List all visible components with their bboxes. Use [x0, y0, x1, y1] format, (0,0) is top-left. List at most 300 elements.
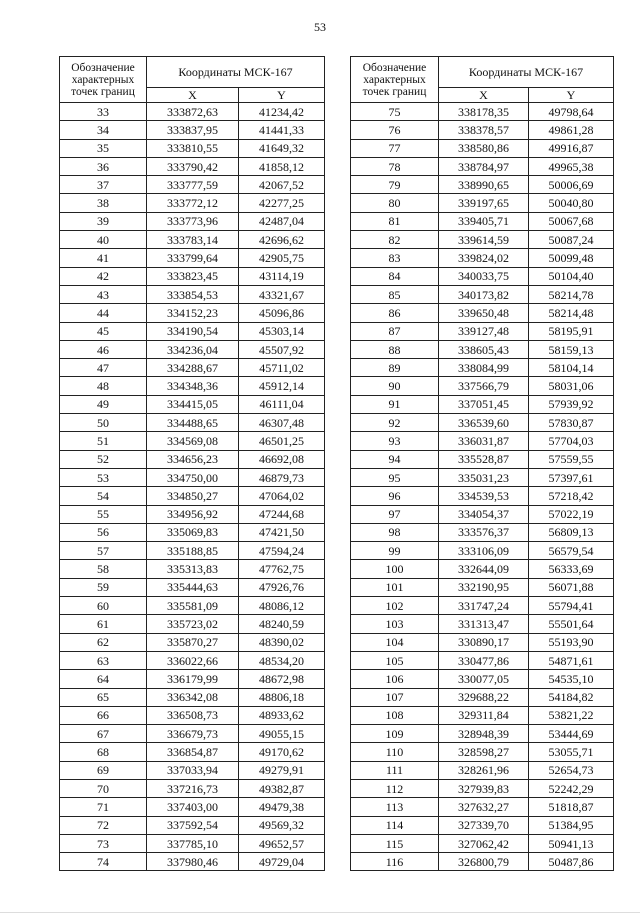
table-row	[351, 414, 614, 432]
page-edge-divider	[0, 912, 640, 913]
point-number-cell: 52	[60, 450, 147, 468]
point-number-cell: 70	[60, 779, 147, 797]
y-coordinate-cell: 46111,04	[239, 395, 325, 413]
table-row	[351, 816, 614, 834]
table-row	[60, 395, 325, 413]
point-number-cell: 116	[351, 853, 439, 871]
x-coordinate-cell: 330890,17	[439, 633, 529, 651]
point-number-cell: 87	[351, 322, 439, 340]
point-number-cell: 61	[60, 615, 147, 633]
table-row	[351, 157, 614, 175]
y-coordinate-cell: 58195,91	[529, 322, 614, 340]
y-coordinate-cell: 50487,86	[529, 853, 614, 871]
point-number-cell: 82	[351, 231, 439, 249]
y-coordinate-cell: 45507,92	[239, 340, 325, 358]
x-coordinate-cell: 339614,59	[439, 231, 529, 249]
table-row	[351, 267, 614, 285]
point-number-cell: 66	[60, 706, 147, 724]
x-coordinate-cell: 328261,96	[439, 761, 529, 779]
point-number-cell: 112	[351, 779, 439, 797]
table-row	[60, 597, 325, 615]
y-coordinate-cell: 55193,90	[529, 633, 614, 651]
x-coordinate-cell: 335069,83	[147, 523, 239, 541]
point-number-cell: 35	[60, 139, 147, 157]
point-number-cell: 85	[351, 285, 439, 303]
point-number-cell: 37	[60, 176, 147, 194]
point-number-cell: 83	[351, 249, 439, 267]
table-row	[351, 834, 614, 852]
point-label-header: Обозначение характерных точек границ	[351, 57, 439, 103]
x-coordinate-cell: 332190,95	[439, 578, 529, 596]
y-coordinate-cell: 52654,73	[529, 761, 614, 779]
point-number-cell: 50	[60, 414, 147, 432]
point-number-cell: 43	[60, 285, 147, 303]
table-row	[60, 633, 325, 651]
table-row	[351, 743, 614, 761]
table-row	[60, 816, 325, 834]
x-coordinate-cell: 327632,27	[439, 798, 529, 816]
y-coordinate-cell: 46692,08	[239, 450, 325, 468]
point-number-cell: 51	[60, 432, 147, 450]
point-number-cell: 34	[60, 121, 147, 139]
y-coordinate-cell: 49861,28	[529, 121, 614, 139]
table-row	[60, 377, 325, 395]
table-row	[351, 688, 614, 706]
table-row	[60, 505, 325, 523]
table-row	[351, 304, 614, 322]
table-row	[60, 651, 325, 669]
table-row	[351, 212, 614, 230]
table-row	[351, 139, 614, 157]
x-coordinate-cell: 331747,24	[439, 597, 529, 615]
y-header: Y	[529, 88, 614, 103]
x-coordinate-cell: 333790,42	[147, 157, 239, 175]
x-coordinate-cell: 337403,00	[147, 798, 239, 816]
table-body	[351, 103, 614, 871]
point-number-cell: 100	[351, 560, 439, 578]
y-coordinate-cell: 46879,73	[239, 468, 325, 486]
y-coordinate-cell: 56809,13	[529, 523, 614, 541]
x-header: X	[147, 88, 239, 103]
x-coordinate-cell: 333773,96	[147, 212, 239, 230]
x-coordinate-cell: 340033,75	[439, 267, 529, 285]
x-coordinate-cell: 339127,48	[439, 322, 529, 340]
x-coordinate-cell: 340173,82	[439, 285, 529, 303]
table-row	[60, 121, 325, 139]
point-number-cell: 33	[60, 103, 147, 121]
x-coordinate-cell: 334850,27	[147, 487, 239, 505]
table-row	[60, 340, 325, 358]
y-coordinate-cell: 48672,98	[239, 670, 325, 688]
x-coordinate-cell: 334539,53	[439, 487, 529, 505]
table-row	[60, 853, 325, 871]
table-row	[60, 542, 325, 560]
y-coordinate-cell: 52242,29	[529, 779, 614, 797]
table-row	[60, 231, 325, 249]
y-coordinate-cell: 42487,04	[239, 212, 325, 230]
y-coordinate-cell: 41441,33	[239, 121, 325, 139]
point-number-cell: 39	[60, 212, 147, 230]
point-number-cell: 80	[351, 194, 439, 212]
table-row	[60, 450, 325, 468]
table-row	[60, 414, 325, 432]
table-row	[351, 395, 614, 413]
x-coordinate-cell: 335031,23	[439, 468, 529, 486]
table-row	[60, 743, 325, 761]
point-number-cell: 65	[60, 688, 147, 706]
y-coordinate-cell: 47594,24	[239, 542, 325, 560]
x-coordinate-cell: 330477,86	[439, 651, 529, 669]
x-coordinate-cell: 327062,42	[439, 834, 529, 852]
table-row	[351, 231, 614, 249]
point-number-cell: 111	[351, 761, 439, 779]
y-coordinate-cell: 47244,68	[239, 505, 325, 523]
x-coordinate-cell: 337033,94	[147, 761, 239, 779]
point-number-cell: 109	[351, 725, 439, 743]
x-coordinate-cell: 333837,95	[147, 121, 239, 139]
point-number-cell: 99	[351, 542, 439, 560]
point-number-cell: 115	[351, 834, 439, 852]
y-coordinate-cell: 49652,57	[239, 834, 325, 852]
x-coordinate-cell: 335723,02	[147, 615, 239, 633]
x-coordinate-cell: 336539,60	[439, 414, 529, 432]
table-row	[351, 340, 614, 358]
x-coordinate-cell: 338580,86	[439, 139, 529, 157]
x-coordinate-cell: 336342,08	[147, 688, 239, 706]
y-coordinate-cell: 58031,06	[529, 377, 614, 395]
table-row	[60, 249, 325, 267]
y-coordinate-cell: 45711,02	[239, 359, 325, 377]
table-row	[351, 651, 614, 669]
point-number-cell: 98	[351, 523, 439, 541]
x-coordinate-cell: 333576,37	[439, 523, 529, 541]
y-coordinate-cell: 54184,82	[529, 688, 614, 706]
table-row	[60, 304, 325, 322]
table-row	[60, 523, 325, 541]
y-coordinate-cell: 45303,14	[239, 322, 325, 340]
point-number-cell: 59	[60, 578, 147, 596]
y-coordinate-cell: 49916,87	[529, 139, 614, 157]
y-coordinate-cell: 49729,04	[239, 853, 325, 871]
table-row	[351, 450, 614, 468]
y-coordinate-cell: 47064,02	[239, 487, 325, 505]
table-row	[60, 322, 325, 340]
point-number-cell: 68	[60, 743, 147, 761]
table-body	[60, 103, 325, 871]
x-coordinate-cell: 328948,39	[439, 725, 529, 743]
x-coordinate-cell: 329688,22	[439, 688, 529, 706]
table-row	[351, 432, 614, 450]
y-coordinate-cell: 54535,10	[529, 670, 614, 688]
table-row	[351, 359, 614, 377]
x-coordinate-cell: 339197,65	[439, 194, 529, 212]
table-row	[351, 633, 614, 651]
y-coordinate-cell: 51384,95	[529, 816, 614, 834]
table-row	[60, 194, 325, 212]
x-coordinate-cell: 339824,02	[439, 249, 529, 267]
x-coordinate-cell: 337216,73	[147, 779, 239, 797]
point-number-cell: 48	[60, 377, 147, 395]
y-coordinate-cell: 57022,19	[529, 505, 614, 523]
x-coordinate-cell: 339405,71	[439, 212, 529, 230]
y-coordinate-cell: 41234,42	[239, 103, 325, 121]
y-coordinate-cell: 57830,87	[529, 414, 614, 432]
y-coordinate-cell: 49479,38	[239, 798, 325, 816]
table-row	[351, 578, 614, 596]
y-coordinate-cell: 53444,69	[529, 725, 614, 743]
point-number-cell: 40	[60, 231, 147, 249]
table-row	[351, 798, 614, 816]
point-number-cell: 110	[351, 743, 439, 761]
x-coordinate-cell: 328598,27	[439, 743, 529, 761]
point-number-cell: 81	[351, 212, 439, 230]
point-number-cell: 84	[351, 267, 439, 285]
point-number-cell: 41	[60, 249, 147, 267]
x-coordinate-cell: 327939,83	[439, 779, 529, 797]
point-number-cell: 114	[351, 816, 439, 834]
x-coordinate-cell: 336679,73	[147, 725, 239, 743]
point-label-header: Обозначение характерных точек границ	[60, 57, 147, 103]
table-row	[351, 285, 614, 303]
y-coordinate-cell: 43321,67	[239, 285, 325, 303]
y-coordinate-cell: 58159,13	[529, 340, 614, 358]
y-coordinate-cell: 49569,32	[239, 816, 325, 834]
x-coordinate-cell: 339650,48	[439, 304, 529, 322]
point-number-cell: 88	[351, 340, 439, 358]
y-coordinate-cell: 45096,86	[239, 304, 325, 322]
x-coordinate-cell: 335188,85	[147, 542, 239, 560]
point-number-cell: 49	[60, 395, 147, 413]
x-coordinate-cell: 327339,70	[439, 816, 529, 834]
table-row	[60, 103, 325, 121]
point-number-cell: 72	[60, 816, 147, 834]
point-number-cell: 73	[60, 834, 147, 852]
table-row	[351, 670, 614, 688]
table-row	[351, 761, 614, 779]
table-row	[351, 194, 614, 212]
y-coordinate-cell: 50941,13	[529, 834, 614, 852]
point-number-cell: 60	[60, 597, 147, 615]
table-row	[60, 285, 325, 303]
y-coordinate-cell: 53821,22	[529, 706, 614, 724]
y-coordinate-cell: 53055,71	[529, 743, 614, 761]
y-coordinate-cell: 57704,03	[529, 432, 614, 450]
point-number-cell: 92	[351, 414, 439, 432]
x-coordinate-cell: 336022,66	[147, 651, 239, 669]
table-row	[60, 359, 325, 377]
point-number-cell: 78	[351, 157, 439, 175]
point-number-cell: 69	[60, 761, 147, 779]
y-coordinate-cell: 47926,76	[239, 578, 325, 596]
table-row	[60, 706, 325, 724]
x-coordinate-cell: 334956,92	[147, 505, 239, 523]
y-coordinate-cell: 58104,14	[529, 359, 614, 377]
x-coordinate-cell: 334054,37	[439, 505, 529, 523]
x-coordinate-cell: 334569,08	[147, 432, 239, 450]
table-row	[60, 779, 325, 797]
y-coordinate-cell: 47762,75	[239, 560, 325, 578]
y-coordinate-cell: 49055,15	[239, 725, 325, 743]
point-number-cell: 38	[60, 194, 147, 212]
y-coordinate-cell: 47421,50	[239, 523, 325, 541]
y-coordinate-cell: 42277,25	[239, 194, 325, 212]
point-number-cell: 53	[60, 468, 147, 486]
point-number-cell: 93	[351, 432, 439, 450]
point-number-cell: 44	[60, 304, 147, 322]
table-row	[351, 249, 614, 267]
x-coordinate-cell: 338605,43	[439, 340, 529, 358]
x-coordinate-cell: 335444,63	[147, 578, 239, 596]
point-number-cell: 42	[60, 267, 147, 285]
table-row	[351, 103, 614, 121]
table-row	[351, 542, 614, 560]
x-coordinate-cell: 333872,63	[147, 103, 239, 121]
table-row	[60, 615, 325, 633]
x-coordinate-cell: 334288,67	[147, 359, 239, 377]
table-row	[351, 176, 614, 194]
point-number-cell: 46	[60, 340, 147, 358]
table-row	[351, 725, 614, 743]
x-coordinate-cell: 333106,09	[439, 542, 529, 560]
y-coordinate-cell: 50040,80	[529, 194, 614, 212]
point-number-cell: 89	[351, 359, 439, 377]
x-coordinate-cell: 333783,14	[147, 231, 239, 249]
x-coordinate-cell: 334152,23	[147, 304, 239, 322]
table-row	[60, 688, 325, 706]
point-number-cell: 76	[351, 121, 439, 139]
page-number: 53	[314, 20, 326, 34]
x-coordinate-cell: 331313,47	[439, 615, 529, 633]
y-coordinate-cell: 49965,38	[529, 157, 614, 175]
x-coordinate-cell: 334190,54	[147, 322, 239, 340]
coordinates-table-left	[59, 56, 325, 871]
x-coordinate-cell: 329311,84	[439, 706, 529, 724]
y-coordinate-cell: 57218,42	[529, 487, 614, 505]
point-number-cell: 56	[60, 523, 147, 541]
point-number-cell: 113	[351, 798, 439, 816]
table-header	[351, 57, 614, 103]
y-coordinate-cell: 57559,55	[529, 450, 614, 468]
x-coordinate-cell: 338784,97	[439, 157, 529, 175]
y-coordinate-cell: 48240,59	[239, 615, 325, 633]
x-coordinate-cell: 335581,09	[147, 597, 239, 615]
table-row	[60, 468, 325, 486]
point-number-cell: 108	[351, 706, 439, 724]
x-coordinate-cell: 334236,04	[147, 340, 239, 358]
y-coordinate-cell: 49170,62	[239, 743, 325, 761]
x-coordinate-cell: 334656,23	[147, 450, 239, 468]
x-coordinate-cell: 334488,65	[147, 414, 239, 432]
x-coordinate-cell: 334750,00	[147, 468, 239, 486]
point-number-cell: 75	[351, 103, 439, 121]
x-coordinate-cell: 337592,54	[147, 816, 239, 834]
point-number-cell: 47	[60, 359, 147, 377]
x-coordinate-cell: 338378,57	[439, 121, 529, 139]
coords-header: Координаты МСК-167	[439, 57, 614, 88]
y-coordinate-cell: 55794,41	[529, 597, 614, 615]
y-coordinate-cell: 43114,19	[239, 267, 325, 285]
x-coordinate-cell: 332644,09	[439, 560, 529, 578]
x-coordinate-cell: 335870,27	[147, 633, 239, 651]
point-number-cell: 58	[60, 560, 147, 578]
y-coordinate-cell: 41858,12	[239, 157, 325, 175]
y-coordinate-cell: 48806,18	[239, 688, 325, 706]
table-row	[60, 670, 325, 688]
table-row	[60, 176, 325, 194]
y-coordinate-cell: 42067,52	[239, 176, 325, 194]
y-coordinate-cell: 58214,48	[529, 304, 614, 322]
point-number-cell: 63	[60, 651, 147, 669]
table-row	[351, 560, 614, 578]
point-number-cell: 106	[351, 670, 439, 688]
y-coordinate-cell: 48534,20	[239, 651, 325, 669]
coords-header: Координаты МСК-167	[147, 57, 325, 88]
y-coordinate-cell: 50067,68	[529, 212, 614, 230]
x-coordinate-cell: 336854,87	[147, 743, 239, 761]
point-number-cell: 86	[351, 304, 439, 322]
table-row	[351, 706, 614, 724]
point-number-cell: 74	[60, 853, 147, 871]
table-row	[60, 212, 325, 230]
y-coordinate-cell: 54871,61	[529, 651, 614, 669]
y-coordinate-cell: 50006,69	[529, 176, 614, 194]
y-coordinate-cell: 56071,88	[529, 578, 614, 596]
point-number-cell: 103	[351, 615, 439, 633]
y-coordinate-cell: 46501,25	[239, 432, 325, 450]
y-coordinate-cell: 51818,87	[529, 798, 614, 816]
x-coordinate-cell: 333854,53	[147, 285, 239, 303]
x-header: X	[439, 88, 529, 103]
point-number-cell: 54	[60, 487, 147, 505]
y-coordinate-cell: 50099,48	[529, 249, 614, 267]
table-row	[351, 505, 614, 523]
point-number-cell: 77	[351, 139, 439, 157]
table-row	[351, 523, 614, 541]
point-number-cell: 97	[351, 505, 439, 523]
table-row	[60, 267, 325, 285]
x-coordinate-cell: 336031,87	[439, 432, 529, 450]
x-coordinate-cell: 338178,35	[439, 103, 529, 121]
x-coordinate-cell: 338084,99	[439, 359, 529, 377]
y-coordinate-cell: 45912,14	[239, 377, 325, 395]
y-coordinate-cell: 58214,78	[529, 285, 614, 303]
point-number-cell: 64	[60, 670, 147, 688]
table-row	[60, 761, 325, 779]
x-coordinate-cell: 330077,05	[439, 670, 529, 688]
x-coordinate-cell: 333810,55	[147, 139, 239, 157]
x-coordinate-cell: 335313,83	[147, 560, 239, 578]
point-number-cell: 95	[351, 468, 439, 486]
table-row	[351, 121, 614, 139]
table-row	[351, 322, 614, 340]
y-coordinate-cell: 42905,75	[239, 249, 325, 267]
x-coordinate-cell: 335528,87	[439, 450, 529, 468]
y-coordinate-cell: 55501,64	[529, 615, 614, 633]
y-coordinate-cell: 41649,32	[239, 139, 325, 157]
x-coordinate-cell: 337980,46	[147, 853, 239, 871]
x-coordinate-cell: 333772,12	[147, 194, 239, 212]
y-coordinate-cell: 48933,62	[239, 706, 325, 724]
y-coordinate-cell: 50087,24	[529, 231, 614, 249]
y-coordinate-cell: 46307,48	[239, 414, 325, 432]
point-number-cell: 91	[351, 395, 439, 413]
x-coordinate-cell: 334348,36	[147, 377, 239, 395]
x-coordinate-cell: 326800,79	[439, 853, 529, 871]
y-coordinate-cell: 42696,62	[239, 231, 325, 249]
point-number-cell: 62	[60, 633, 147, 651]
point-number-cell: 105	[351, 651, 439, 669]
table-row	[351, 377, 614, 395]
